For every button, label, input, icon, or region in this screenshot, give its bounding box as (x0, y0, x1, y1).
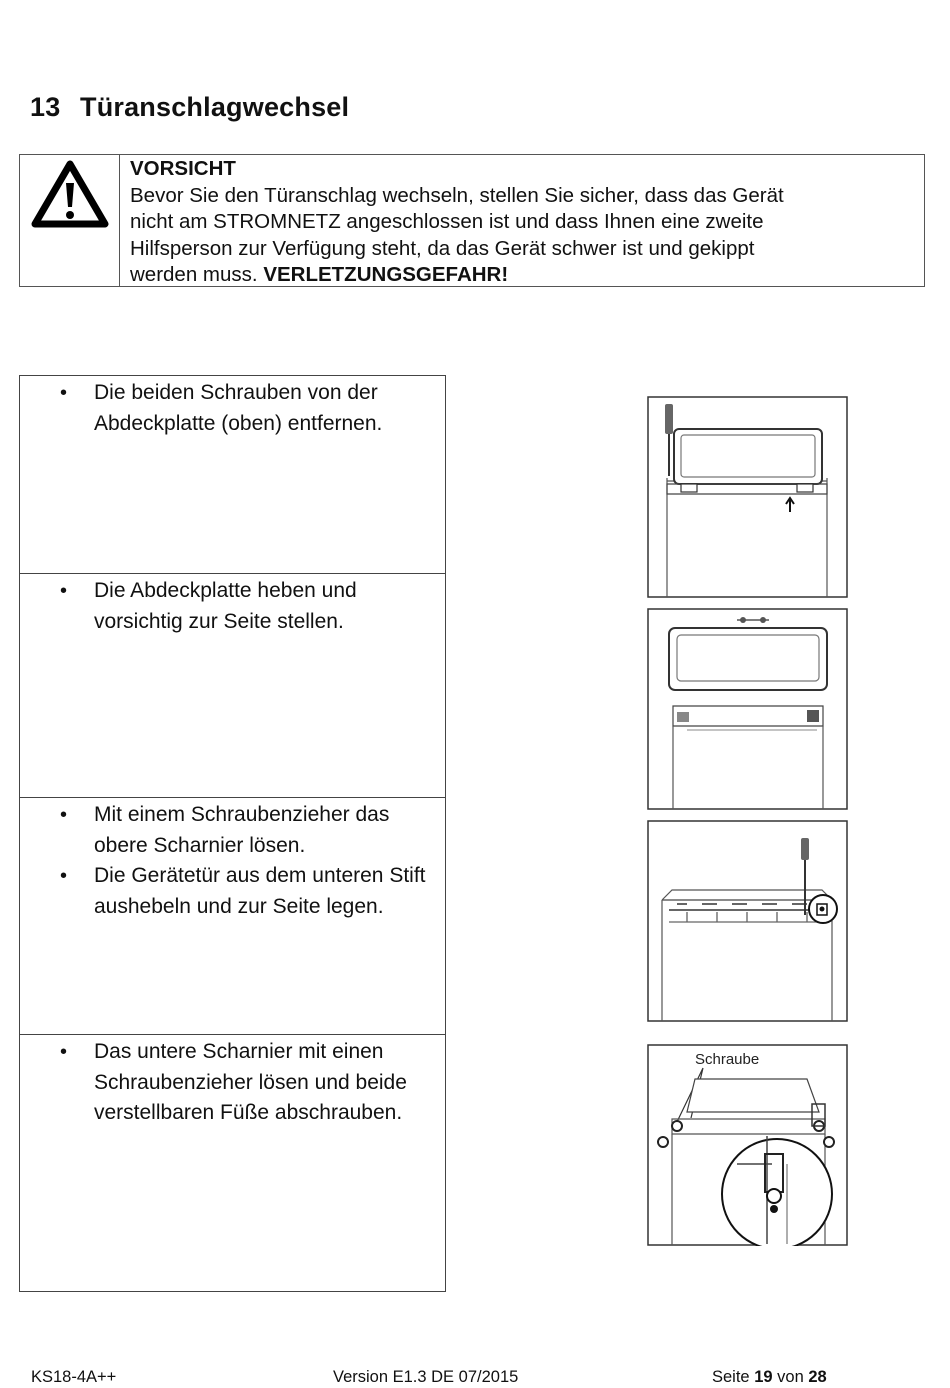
step-cell (20, 798, 446, 1035)
warning-line-last (130, 262, 784, 289)
step-row (20, 376, 446, 574)
section-number: 13 (30, 92, 61, 122)
footer-model: KS18-4A++ (31, 1368, 117, 1386)
warning-text (120, 155, 794, 286)
step-item: • Die Abdeckplatte heben und vorsichtig zur Seite stellen. (20, 576, 437, 637)
section-title: Türanschlagwechsel (80, 92, 350, 122)
step-row (20, 1035, 446, 1292)
step-cell (20, 376, 446, 574)
page-sep: von (777, 1368, 804, 1386)
step-row (20, 574, 446, 798)
page-prefix: Seite (712, 1368, 750, 1386)
warning-line: werden muss. (130, 263, 258, 286)
warning-box (19, 154, 925, 287)
step-list (20, 576, 437, 637)
warning-line: nicht am STROMNETZ angeschlossen ist und dass Ihnen eine zweite (130, 210, 764, 233)
step-list (20, 378, 437, 439)
loosen-upper-hinge-illustration (647, 820, 848, 1022)
warning-emphasis: VERLETZUNGSGEFAHR! (263, 263, 509, 286)
schraube-label: Schraube (695, 1051, 760, 1068)
warning-title: VORSICHT (130, 157, 236, 180)
step-item: • Die beiden Schrauben von der Abdeckplatte (oben) entfernen. (20, 378, 437, 439)
step-list (20, 1037, 437, 1129)
step-cell (20, 1035, 446, 1292)
step-cell (20, 574, 446, 798)
lift-cover-plate-illustration (647, 608, 848, 810)
step-item: • Die Gerätetür aus dem unteren Stift aushebeln und zur Seite legen. (20, 861, 437, 922)
warning-line: Hilfsperson zur Verfügung steht, da das Gerät schwer ist und gekippt (130, 236, 755, 260)
footer-version: Version E1.3 DE 07/2015 (333, 1368, 519, 1386)
section-heading (30, 92, 349, 123)
warning-icon-cell (20, 155, 120, 286)
remove-top-screws-illustration (647, 396, 848, 598)
step-item: • Mit einem Schraubenzieher das obere Scharnier lösen. (20, 800, 437, 861)
step-list (20, 800, 437, 922)
footer-page (712, 1368, 827, 1387)
warning-line: Bevor Sie den Türanschlag wechseln, stellen Sie sicher, dass das Gerät (130, 183, 784, 207)
warning-triangle-icon (31, 159, 109, 229)
step-item: • Das untere Scharnier mit einen Schraubenzieher lösen und beide verstellbaren Füße abschrauben. (20, 1037, 437, 1129)
steps-table (19, 375, 446, 1292)
page-current: 19 (754, 1368, 773, 1386)
page-total: 28 (808, 1368, 827, 1386)
step-row (20, 798, 446, 1035)
lower-hinge-feet-illustration (647, 1044, 848, 1246)
